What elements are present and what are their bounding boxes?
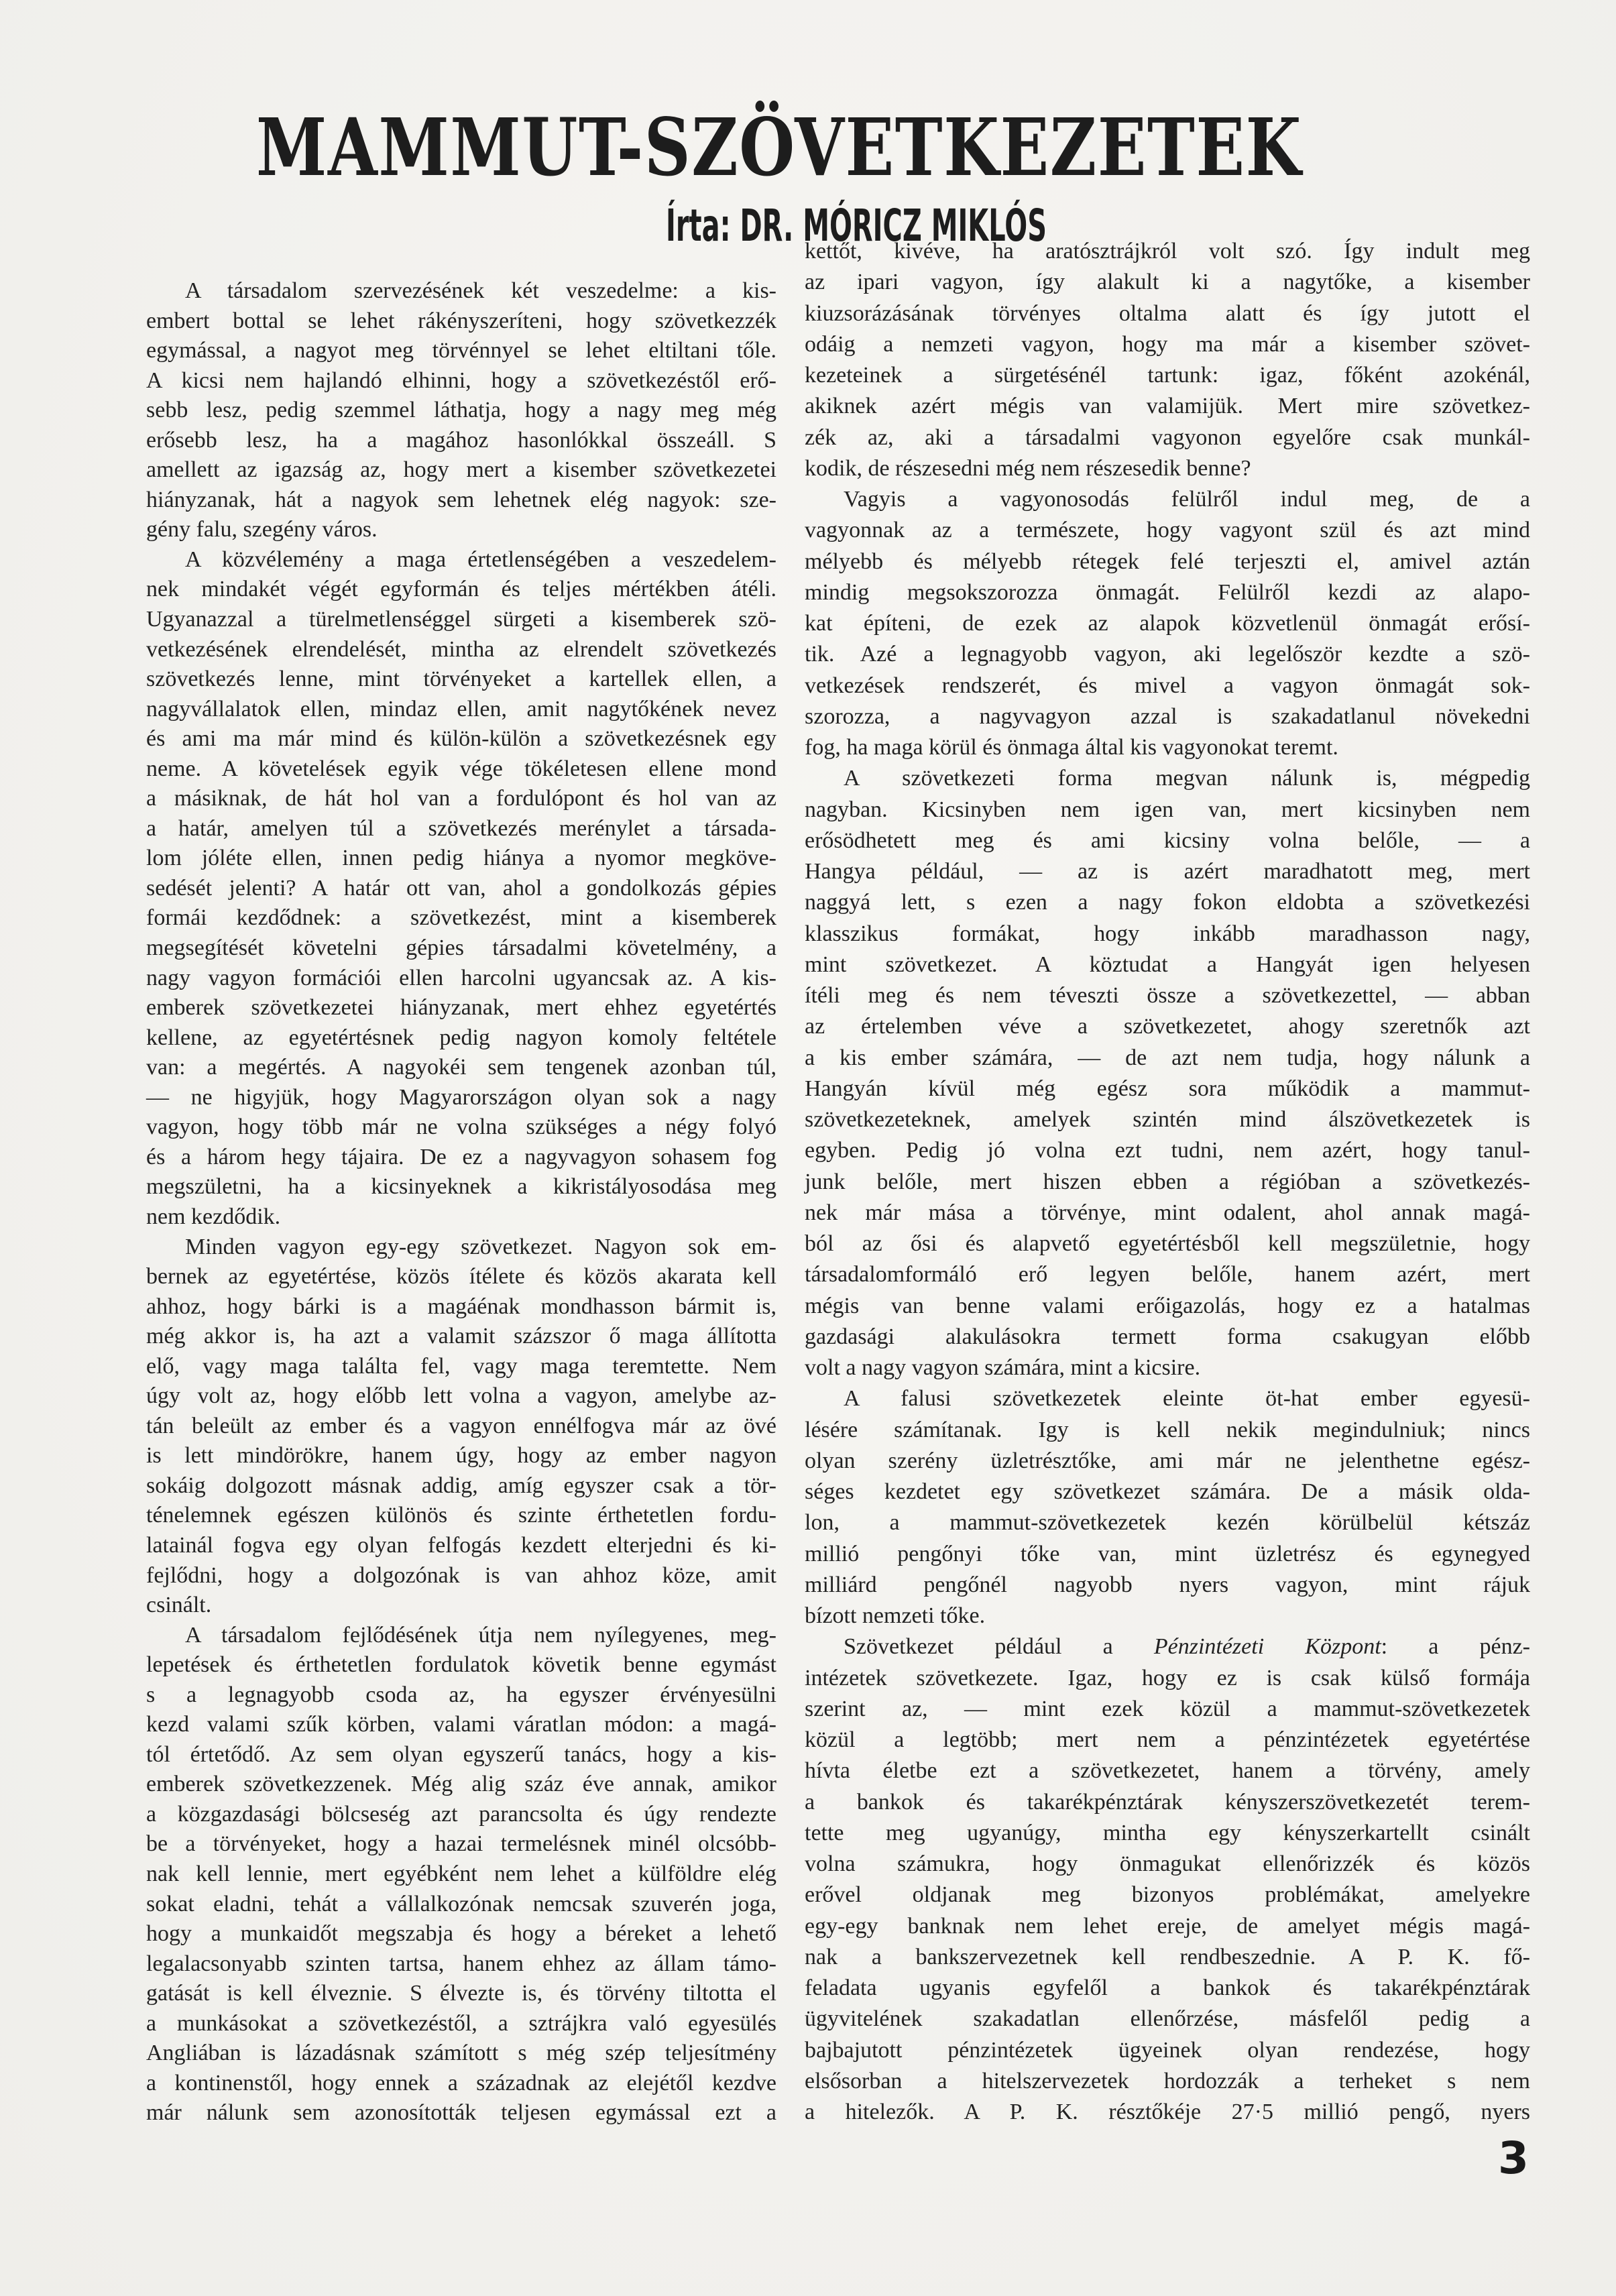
text-line: és a három hegy tájaira. De ez a nagyvagyon sohasem fog — [146, 1144, 776, 1169]
text-line: szövetkezés lenne, mint törvényeket a kartellek ellen, a — [146, 667, 776, 692]
text-line: társadalomformáló erő legyen belőle, hanem azért, mert — [805, 1262, 1530, 1287]
text-line: emberek szövetkezetei hiányzanak, mert ehhez egyetértés — [146, 995, 776, 1021]
text-line: ahhoz, hogy bárki is a magáénak mondhasson bármit is, — [146, 1294, 776, 1319]
text-line: A szövetkezeti forma megvan nálunk is, mégpedig — [844, 766, 1530, 791]
text-line: A közvélemény a maga értetlenségében a veszedelem- — [185, 547, 776, 572]
text-line: millió pengőnyi tőke van, mint üzletrész és egynegyed — [805, 1541, 1530, 1566]
text-line: tik. Azé a legnagyobb vagyon, aki legelőször kezdte a szö- — [805, 642, 1530, 667]
text-line: Angliában is lázadásnak számított s még szép teljesítmény — [146, 2041, 776, 2066]
text-line: sedését jelenti? A határ ott van, ahol a gondolkozás gépies — [146, 875, 776, 901]
text-line: a kis ember számára, — de azt nem tudja, hogy nálunk a — [805, 1045, 1530, 1070]
text-line: A kicsi nem hajlandó elhinni, hogy a szövetkezéstől erő- — [146, 367, 776, 393]
text-line: nek mindakét végét egyformán és teljes mértékben átéli. — [146, 577, 776, 602]
text-line: kat építeni, de ezek az alapok közvetlenül önmagát erősí- — [805, 611, 1530, 636]
text-line: erővel oldjanak meg bizonyos problémákat, amelyekre — [805, 1882, 1530, 1908]
text-line: a hitelezők. A P. K. résztőkéje 27·5 millió pengő, nyers — [805, 2100, 1530, 2124]
text-line: lepetések és érthetetlen fordulatok követik benne egymást — [146, 1652, 776, 1678]
text-line: kezeteinek a sürgetésénél tartunk: igaz, főként azokénál, — [805, 363, 1530, 388]
text-line: ból az ősi és alapvető egyetértésből kell megszületnie, hogy — [805, 1231, 1530, 1256]
text-line: be a törvényeket, hogy a hazai termelésnek minél olcsóbb- — [146, 1831, 776, 1857]
text-line: vagyon, hogy több már ne volna szükséges a négy folyó — [146, 1114, 776, 1140]
text-line: formái kezdődnek: a szövetkezést, mint a kisemberek — [146, 905, 776, 931]
text-line: van: a megértés. A nagyokéi sem tengenek azonban túl, — [146, 1055, 776, 1080]
text-line: kellene, az egyetértésnek pedig nagyon komoly feltétele — [146, 1025, 776, 1050]
text-line: ténelemnek egészen különös és szinte érthetetlen fordu- — [146, 1503, 776, 1528]
text-line: sebb lesz, pedig szemmel láthatja, hogy a nagy meg még — [146, 398, 776, 423]
text-line: Hangyán kívül még egész sora működik a mammut- — [805, 1076, 1530, 1101]
text-line: sokat eladni, tehát a vállalkozónak nemcsak szuverén joga, — [146, 1891, 776, 1916]
text-line: intézetek szövetkezete. Igaz, hogy ez is csak külső formája — [805, 1665, 1530, 1690]
text-line: nak kell lennie, mert egyébként nem lehet a külföldre elég — [146, 1861, 776, 1886]
text-line: latainál fogva egy olyan felfogás kezdett elterjedni és ki- — [146, 1532, 776, 1558]
text-line: nagyvállalatok ellen, mindaz ellen, amit nagytőkének nevez — [146, 696, 776, 722]
text-line: szorozza, a nagyvagyon azzal is szakadatlanul növekedni — [805, 703, 1530, 729]
text-line: egyben. Pedig jó volna ezt tudni, nem azért, hogy tanul- — [805, 1138, 1530, 1163]
text-line: egymással, a nagyot meg törvénnyel se lehet eltiltani tőle. — [146, 338, 776, 363]
text-line: A falusi szövetkezetek eleinte öt-hat ember egyesü- — [844, 1386, 1530, 1412]
text-line: naggyá lett, s ezen a nagy fokon eldobta a szövetkezési — [805, 890, 1530, 915]
text-line: Ugyanazzal a türelmetlenséggel sürgeti a kisemberek szö- — [146, 607, 776, 632]
text-line: hiányzanak, hát a nagyok sem lehetnek elég nagyok: sze- — [146, 487, 776, 512]
text-line: csinált. — [146, 1593, 212, 1618]
text-line: A társadalom szervezésének két veszedelme: a kis- — [185, 278, 776, 303]
text-line: zék az, aki a társadalmi vagyonon egyelőre csak munkál- — [805, 424, 1530, 450]
text-line: milliárd pengőnél nagyobb nyers vagyon, mint rájuk — [805, 1572, 1530, 1597]
text-line: embert bottal se lehet rákényszeríteni, hogy szövetkezzék — [146, 308, 776, 333]
text-line: erősebb lesz, ha a magához hasonlókkal összeáll. S — [146, 427, 776, 453]
text-line: fog, ha maga körül és önmaga által kis vagyonokat teremt. — [805, 735, 1338, 760]
text-line: — ne higyjük, hogy Magyarországon olyan sok a nagy — [146, 1084, 776, 1110]
text-line: megsegítését követelni gépies társadalmi követelmény, a — [146, 935, 776, 961]
text-line: gény falu, szegény város. — [146, 517, 378, 542]
text-line: szövetkezeteknek, amelyek szintén mind álszövetkezetek is — [805, 1107, 1530, 1132]
text-line: gatását is kell élveznie. S élvezte is, és törvény tiltotta el — [146, 1981, 776, 2006]
text-line: ítéli meg és nem téveszti össze a szövetkezettel, — abban — [805, 983, 1530, 1008]
text-line: és ami ma már mind és külön-külön a szövetkezésnek egy — [146, 726, 776, 752]
text-line: mindig megsokszorozza önmagát. Felülről kezdi az alapo- — [805, 579, 1530, 605]
text-line: akiknek azért mégis van valamijük. Mert mire szövetkez- — [805, 394, 1530, 419]
text-line: nak a bankszervezetnek kell rendbeszednie. A P. K. fő- — [805, 1944, 1530, 1969]
text-line: mégis van benne valami erőigazolás, hogy ez a hatalmas — [805, 1293, 1530, 1318]
text-line: a másiknak, de hát hol van a fordulópont és hol van az — [146, 786, 776, 811]
text-line: még akkor is, ha azt a valamit százszor ő maga állította — [146, 1324, 776, 1349]
text-line: bízott nemzeti tőke. — [805, 1603, 986, 1628]
text-line: a munkásokat a szövetkezéstől, a sztrájkra való egyesülés — [146, 2010, 776, 2036]
page-number: 3 — [1498, 2132, 1529, 2184]
text-line: a határ, amelyen túl a szövetkezés merénylet a társada- — [146, 815, 776, 841]
text-line: tette meg ugyanúgy, mintha egy kényszerkartellt csinált — [805, 1820, 1530, 1845]
text-line: a bankok és takarékpénztárak kényszerszövetkezetét terem- — [805, 1789, 1530, 1815]
text-line: lom jóléte ellen, innen pedig hiánya a nyomor megköve- — [146, 846, 776, 871]
text-line: vagyonnak az a természete, hogy vagyont szül és azt mind — [805, 518, 1530, 543]
text-line: gazdasági alakulásokra termett forma csakugyan előbb — [805, 1324, 1530, 1349]
text-line: nagy vagyon formációi ellen harcolni ugyancsak az. A kis- — [146, 965, 776, 990]
text-segment: : a pénz- — [1381, 1634, 1530, 1660]
text-line: neme. A követelések egyik vége tökéletesen ellene mond — [146, 756, 776, 781]
text-line: elsősorban a hitelszervezetek hordozzák a terheket s nem — [805, 2068, 1530, 2093]
text-line: mint szövetkezet. A köztudat a Hangyát igen helyesen — [805, 952, 1530, 977]
text-line: lon, a mammut-szövetkezetek kezén körülbelül kétszáz — [805, 1510, 1530, 1536]
text-line: egy-egy banknak nem lehet ereje, de amelyet mégis magá- — [805, 1913, 1530, 1939]
text-line: vetkezések rendszerét, és mivel a vagyon önmagát sok- — [805, 673, 1530, 698]
text-line: bajbajutott pénzintézetek ügyeinek olyan rendezése, hogy — [805, 2037, 1530, 2063]
text-line: bernek az egyetértése, közös ítélete és közös akarata kell — [146, 1264, 776, 1289]
text-line: a kontinenstől, hogy ennek a századnak az elejétől kezdve — [146, 2070, 776, 2096]
text-line: vetkezésének elrendelését, mintha az elrendelt szövetkezés — [146, 636, 776, 662]
text-line — [805, 1631, 1530, 1662]
text-line: mélyebb és mélyebb rétegek felé terjeszti el, amivel aztán — [805, 549, 1530, 574]
text-line: lésére számítanak. Igy is kell nekik megindulniuk; nincs — [805, 1417, 1530, 1442]
text-line: hívta életbe ezt a szövetkezetet, hanem a törvény, amely — [805, 1758, 1530, 1784]
text-line: kodik, de részesedni még nem részesedik benne? — [805, 455, 1251, 481]
text-line: nagyban. Kicsinyben nem igen van, mert kicsinyben nem — [805, 797, 1530, 822]
text-line: tán beleült az ember és a vagyon ennélfogva már az övé — [146, 1413, 776, 1438]
text-line: erősödhetett meg és ami kicsiny volna belőle, — a — [805, 827, 1530, 853]
text-line: olyan szerény üzletrésztőke, ami már ne jelenthetne egész- — [805, 1448, 1530, 1473]
text-line: legalacsonyabb szinten tartsa, hanem ehhez az állam támo- — [146, 1951, 776, 1976]
text-line: volna számukra, hogy önmagukat ellenőrizzék és közös — [805, 1851, 1530, 1876]
text-line: az értelemben véve a szövetkezetet, ahogy szeretnők azt — [805, 1014, 1530, 1039]
text-line: kezd valami szűk körben, valami váratlan módon: a magá- — [146, 1712, 776, 1737]
text-column-right — [805, 236, 1530, 2128]
text-line: klasszikus formákat, hogy inkább maradhasson nagy, — [805, 921, 1530, 946]
text-line: hogy a munkaidőt megszabja és hogy a béreket a lehető — [146, 1921, 776, 1947]
text-line: Minden vagyon egy-egy szövetkezet. Nagyon sok em- — [185, 1234, 776, 1259]
text-line: fejlődni, hogy a dolgozónak is van ahhoz köze, amit — [146, 1562, 776, 1588]
text-line: séges kezdetet egy szövetkezet számára. De a másik olda- — [805, 1479, 1530, 1504]
text-line: megszületni, ha a kicsinyeknek a kikristályosodása meg — [146, 1174, 776, 1200]
text-line: elő, vagy maga találta fel, vagy maga teremtette. Nem — [146, 1353, 776, 1379]
text-line: sokáig dolgozott másnak addig, amíg egyszer csak a tör- — [146, 1473, 776, 1498]
article-byline: Írta: DR. MÓRICZ MIKLÓS — [666, 200, 1047, 251]
text-line: Vagyis a vagyonosodás felülről indul meg, de a — [844, 487, 1530, 512]
text-line: s a legnagyobb csoda az, ha egyszer érvényesülni — [146, 1682, 776, 1707]
text-line: feladata ugyanis egyfelől a bankok és takarékpénztárak — [805, 1975, 1530, 2000]
text-line: emberek szövetkezzenek. Még alig száz éve annak, amikor — [146, 1772, 776, 1797]
text-line: kiuzsorázásának törvényes oltalma alatt és így jutott el — [805, 300, 1530, 326]
text-line: nem kezdődik. — [146, 1204, 281, 1229]
text-line: nek már mása a törvénye, mint odalent, ahol annak magá- — [805, 1200, 1530, 1225]
text-line: szerint az, — mint ezek közül a mammut-szövetkezetek — [805, 1696, 1530, 1721]
text-line: közül a legtöbb; mert nem a pénzintézetek egyetértése — [805, 1727, 1530, 1752]
text-line: az ipari vagyon, így alakult ki a nagytőke, a kisember — [805, 270, 1530, 295]
text-column-left — [146, 276, 776, 2128]
text-line: volt a nagy vagyon számára, mint a kicsire. — [805, 1355, 1201, 1380]
text-line: amellett az igazság az, hogy mert a kisember szövetkezetei — [146, 457, 776, 483]
text-line: ügyvitelének szakadatlan ellenőrzése, másfelől pedig a — [805, 2006, 1530, 2032]
text-segment: Szövetkezet például a — [844, 1634, 1154, 1660]
text-line: A társadalom fejlődésének útja nem nyílegyenes, meg- — [185, 1622, 776, 1648]
text-line: is lett mindörökre, hanem úgy, hogy az ember nagyon — [146, 1443, 776, 1469]
text-line: tól értetődő. Az sem olyan egyszerű tanács, hogy a kis- — [146, 1741, 776, 1767]
text-line: Hangya például, — az is azért maradhatott meg, mert — [805, 859, 1530, 884]
text-line: junk belőle, mert hiszen ebben a régióban a szövetkezés- — [805, 1169, 1530, 1194]
text-line: úgy volt az, hogy előbb lett volna a vagyon, amelybe az- — [146, 1383, 776, 1409]
article-title: MAMMUT-SZÖVETKEZETEK — [256, 101, 1302, 194]
text-line: már nálunk sem azonosították teljesen egymással ezt a — [146, 2100, 776, 2126]
italic-text-segment: Pénzintézeti Központ — [1153, 1634, 1381, 1660]
text-line: kettőt, kivéve, ha aratósztrájkról volt szó. Így indult meg — [805, 239, 1530, 264]
text-line: a közgazdasági bölcseség azt parancsolta és úgy rendezte — [146, 1801, 776, 1827]
text-line: odáig a nemzeti vagyon, hogy ma már a kisember szövet- — [805, 331, 1530, 357]
